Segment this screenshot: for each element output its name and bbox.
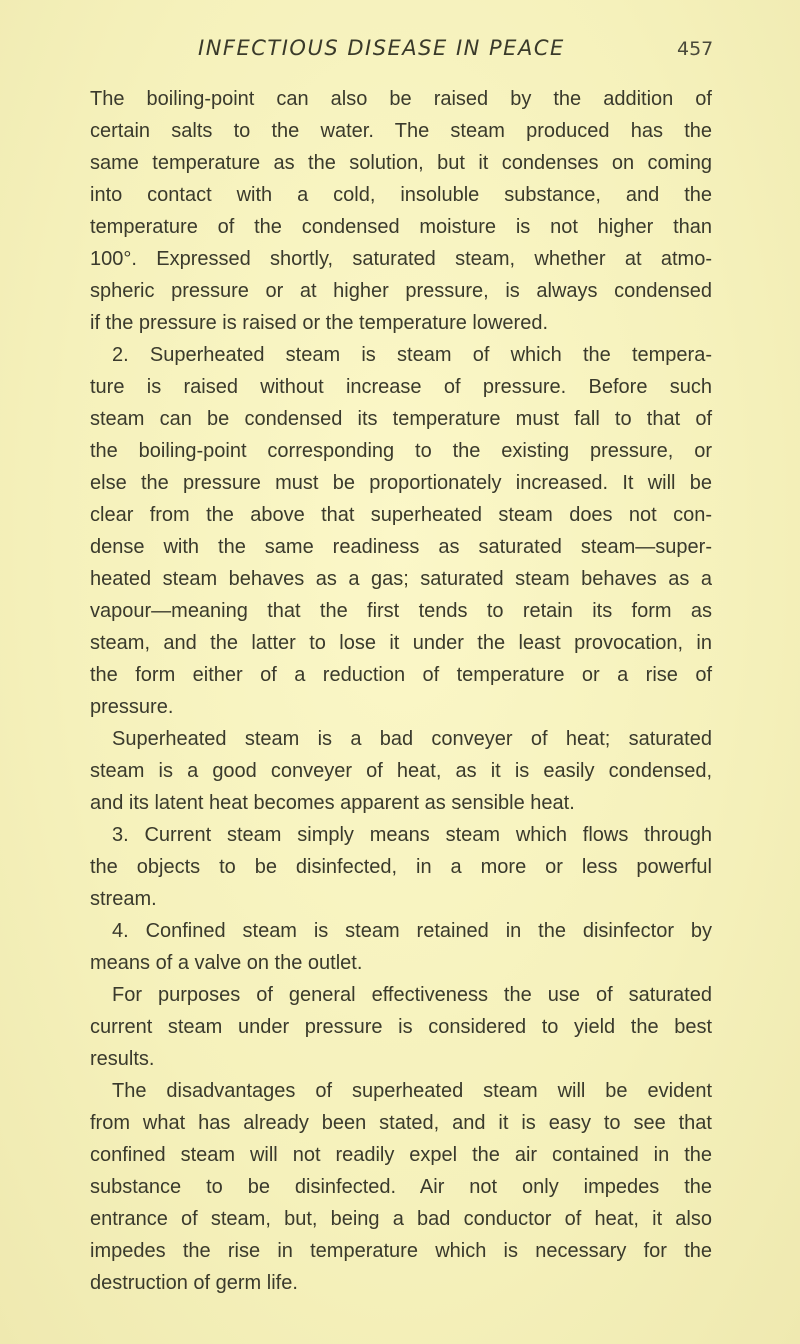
text-line: the form either of a reduction of temperature or a rise of <box>90 664 712 686</box>
text-line: and its latent heat becomes apparent as sensible heat. <box>90 792 575 814</box>
running-head: INFECTIOUS DISEASE IN PEACE <box>198 36 565 60</box>
text-line: ture is raised without increase of pressure. Before such <box>90 376 712 398</box>
text-line: steam, and the latter to lose it under the least provocation, in <box>90 632 712 654</box>
text-line: steam is a good conveyer of heat, as it is easily condensed, <box>90 760 712 782</box>
text-line: heated steam behaves as a gas; saturated steam behaves as a <box>90 568 712 590</box>
text-line: certain salts to the water. The steam produced has the <box>90 120 712 142</box>
text-line: 100°. Expressed shortly, saturated steam, whether at atmo- <box>90 248 712 270</box>
page-header <box>0 36 800 70</box>
page-number: 457 <box>677 38 714 60</box>
text-line: impedes the rise in temperature which is necessary for the <box>90 1240 712 1262</box>
text-line: means of a valve on the outlet. <box>90 952 363 974</box>
text-line: clear from the above that superheated steam does not con- <box>90 504 712 526</box>
text-line: results. <box>90 1048 155 1070</box>
text-line: The disadvantages of superheated steam will be evident <box>112 1080 712 1102</box>
body-text <box>90 83 712 1299</box>
text-line: else the pressure must be proportionately increased. It will be <box>90 472 712 494</box>
text-line: pressure. <box>90 696 174 718</box>
text-line: The boiling-point can also be raised by the addition of <box>90 88 712 110</box>
text-line: confined steam will not readily expel the air contained in the <box>90 1144 712 1166</box>
text-line: the objects to be disinfected, in a more or less powerful <box>90 856 712 878</box>
text-line: vapour—meaning that the first tends to retain its form as <box>90 600 712 622</box>
text-line: stream. <box>90 888 157 910</box>
text-line: same temperature as the solution, but it condenses on coming <box>90 152 712 174</box>
text-line: entrance of steam, but, being a bad conductor of heat, it also <box>90 1208 712 1230</box>
text-line: spheric pressure or at higher pressure, is always condensed <box>90 280 712 302</box>
text-line: the boiling-point corresponding to the existing pressure, or <box>90 440 712 462</box>
text-line: if the pressure is raised or the temperature lowered. <box>90 312 548 334</box>
text-line: dense with the same readiness as saturated steam—super- <box>90 536 712 558</box>
text-line: substance to be disinfected. Air not only impedes the <box>90 1176 712 1198</box>
text-line: current steam under pressure is considered to yield the best <box>90 1016 712 1038</box>
text-line: into contact with a cold, insoluble substance, and the <box>90 184 712 206</box>
text-line: For purposes of general effectiveness the use of saturated <box>112 984 712 1006</box>
text-line: Superheated steam is a bad conveyer of heat; saturated <box>112 728 712 750</box>
text-line: 3. Current steam simply means steam which flows through <box>112 824 712 846</box>
text-line: temperature of the condensed moisture is not higher than <box>90 216 712 238</box>
text-line: 4. Confined steam is steam retained in the disinfector by <box>112 920 712 942</box>
text-line: steam can be condensed its temperature must fall to that of <box>90 408 712 430</box>
text-line: destruction of germ life. <box>90 1272 298 1294</box>
text-line: 2. Superheated steam is steam of which the tempera- <box>112 344 712 366</box>
text-line: from what has already been stated, and it is easy to see that <box>90 1112 712 1134</box>
